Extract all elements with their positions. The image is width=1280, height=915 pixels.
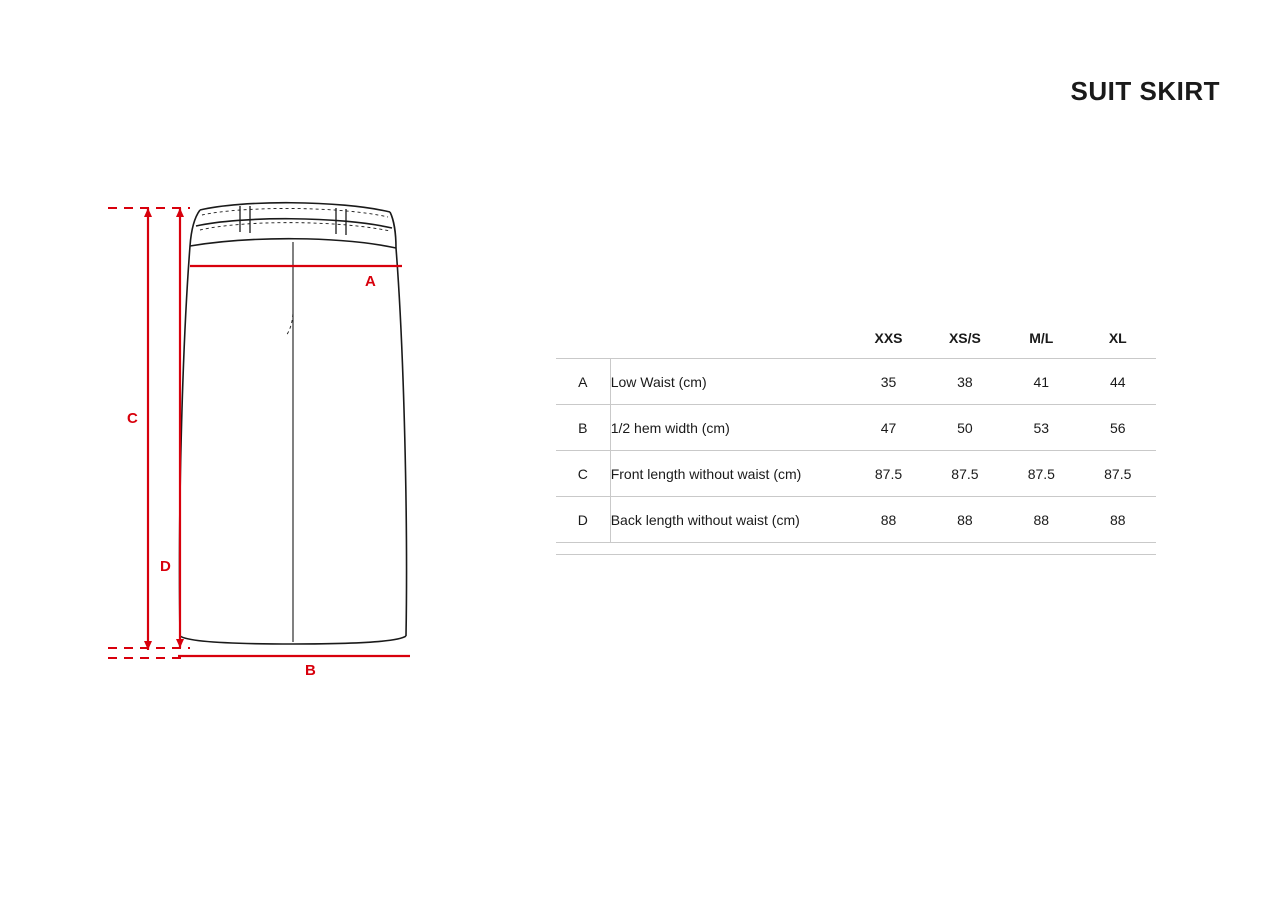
row-description: Back length without waist (cm) bbox=[610, 497, 850, 543]
row-description: Low Waist (cm) bbox=[610, 359, 850, 405]
table-bottom-divider bbox=[556, 554, 1156, 555]
header-size-xxs: XXS bbox=[874, 330, 903, 346]
row-key: B bbox=[556, 405, 610, 451]
row-value-xl: 87.5 bbox=[1080, 451, 1156, 497]
row-value-xs-s: 87.5 bbox=[927, 451, 1003, 497]
dimension-label-b: B bbox=[305, 662, 316, 679]
header-description bbox=[610, 330, 850, 359]
row-value-xxs: 35 bbox=[850, 359, 926, 405]
row-value-xs-s: 50 bbox=[927, 405, 1003, 451]
table-row bbox=[556, 405, 1156, 451]
table-row bbox=[556, 451, 1156, 497]
row-value-xl: 56 bbox=[1080, 405, 1156, 451]
row-value-m-l: 53 bbox=[1003, 405, 1079, 451]
row-value-xs-s: 88 bbox=[927, 497, 1003, 543]
row-value-m-l: 88 bbox=[1003, 497, 1079, 543]
row-value-xxs: 87.5 bbox=[850, 451, 926, 497]
page-title: SUIT SKIRT bbox=[1070, 76, 1220, 106]
row-value-xxs: 47 bbox=[850, 405, 926, 451]
row-description: 1/2 hem width (cm) bbox=[610, 405, 850, 451]
row-key: C bbox=[556, 451, 610, 497]
stitch-details bbox=[200, 208, 390, 336]
row-value-xs-s: 38 bbox=[927, 359, 1003, 405]
row-value-m-l: 87.5 bbox=[1003, 451, 1079, 497]
size-table-head bbox=[556, 330, 1156, 359]
table-row bbox=[556, 359, 1156, 405]
header-size-m-l: M/L bbox=[1029, 330, 1054, 346]
dimension-label-d: D bbox=[160, 558, 171, 575]
row-value-xl: 44 bbox=[1080, 359, 1156, 405]
dimension-label-c: C bbox=[127, 410, 138, 427]
header-size-xl: XL bbox=[1108, 330, 1127, 346]
row-value-m-l: 41 bbox=[1003, 359, 1079, 405]
size-table bbox=[556, 330, 1156, 543]
table-row bbox=[556, 497, 1156, 543]
row-description: Front length without waist (cm) bbox=[610, 451, 850, 497]
row-value-xl: 88 bbox=[1080, 497, 1156, 543]
skirt-technical-drawing bbox=[90, 170, 470, 700]
header-key bbox=[556, 330, 610, 359]
size-table-header-row bbox=[556, 330, 1156, 359]
row-key: D bbox=[556, 497, 610, 543]
row-value-xxs: 88 bbox=[850, 497, 926, 543]
dimension-label-a: A bbox=[365, 273, 376, 290]
size-table-body bbox=[556, 359, 1156, 543]
header-size-xs-s: XS/S bbox=[948, 330, 981, 346]
row-key: A bbox=[556, 359, 610, 405]
